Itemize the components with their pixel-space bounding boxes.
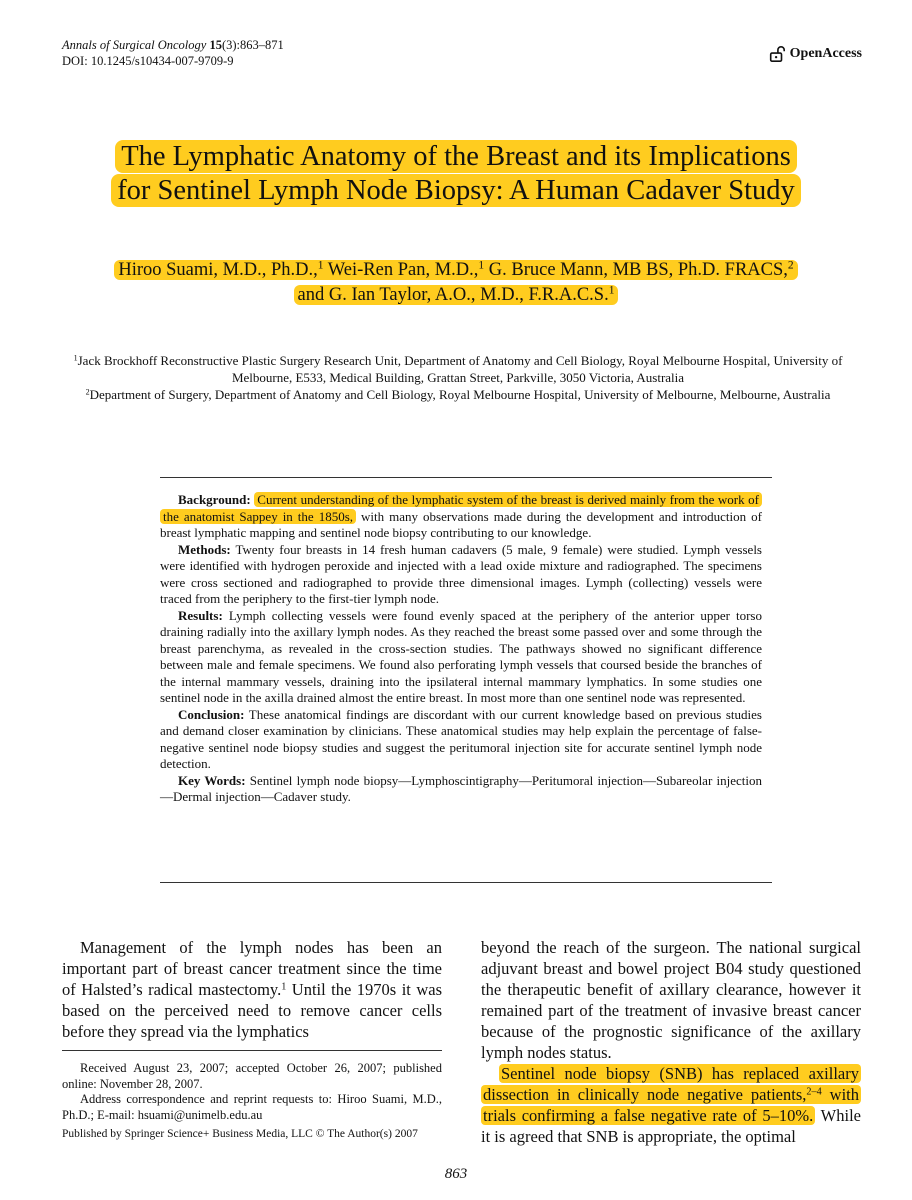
body-column-left [62,937,442,1042]
abstract-background [160,492,762,542]
background-text: with many observations made during the development and introduction of breast lymphatic mapping and sentinel node biopsy contributing to our knowledge. [160,508,762,540]
open-lock-icon [768,45,786,63]
footnotes [62,1061,442,1143]
keywords-label: Key Words: [178,772,246,788]
conclusion-text: These anatomical findings are discordant with our current knowledge based on previous studies and demand closer examination by clinicians. These anatomical studies may help explain the percentage of false-negative sentinel node biopsy studies and suggest the peritumoral injection site for accurate sentinel lymph node detection. [160,706,762,771]
abstract-methods [160,542,762,608]
title-line-2: for Sentinel Lymph Node Biopsy: A Human Cadaver Study [111,174,801,207]
body-text: While it is agreed that SNB is appropriate, the optimal [481,1106,861,1146]
affiliation-2-marker: 2 [85,387,90,397]
body-column-right [481,937,861,1147]
affiliation-2: Department of Surgery, Department of Anatomy and Cell Biology, Royal Melbourne Hospital, University of Melbourne, Melbourne, Australia [89,387,831,402]
affiliation-1-marker: 1 [73,353,78,363]
author-4-affil: 1 [608,284,615,297]
methods-label: Methods: [178,541,231,557]
abstract-top-rule [160,477,772,478]
journal-volume: 15 [209,38,222,52]
affiliations [62,352,854,403]
body-text: Management of the lymph nodes has been an important part of breast cancer treatment since the time of Halsted’s radical mastectomy. [62,938,442,999]
title-line-1: The Lymphatic Anatomy of the Breast and its Implications [115,140,797,173]
highlighted-text: with trials confirming a false negative rate of 5–10%. [483,1085,859,1125]
highlighted-text: Sentinel node biopsy (SNB) has replaced axillary dissection in clinically node negative patients, [483,1064,859,1104]
body-text: Until the 1970s it was based on the perceived need to remove cancer cells before they spread via the lymphatics [62,980,442,1041]
author-list [30,258,882,308]
abstract-keywords [160,773,762,806]
received-note: Received August 23, 2007; accepted October 26, 2007; published online: November 28, 2007. [62,1061,442,1091]
methods-text: Twenty four breasts in 14 fresh human cadavers (5 male, 9 female) were studied. Lymph vessels were identified with hydrogen peroxide and injected with a lead oxide mixture and radiographed. The specimens were cross sectioned and radiographed to provide three dimensional images. Lymph (collecting) vessels were traced from the periphery to the first-tier lymph node. [160,541,762,606]
body-paragraph [481,937,861,1063]
author-2: Wei-Ren Pan, M.D., [323,260,479,280]
abstract-bottom-rule [160,882,772,883]
results-label: Results: [178,607,223,623]
author-3: G. Bruce Mann, MB BS, Ph.D. FRACS, [484,260,788,280]
author-3-affil: 2 [787,259,794,272]
affiliation-1: Jack Brockhoff Reconstructive Plastic Surgery Research Unit, Department of Anatomy and Cell Biology, Royal Melbourne Hospital, University of Melbourne, E533, Medical Building, Grattan Street, Parkville, 3050 Victoria, Australia [77,353,843,385]
publisher-note: Published by Springer Science+ Business Media, LLC © The Author(s) 2007 [62,1128,418,1140]
body-paragraph [62,937,442,1042]
footnote-rule [62,1050,442,1051]
body-paragraph [481,1063,861,1147]
conclusion-label: Conclusion: [178,706,245,722]
journal-header [62,37,284,69]
correspondence-note: Address correspondence and reprint requests to: Hiroo Suami, M.D., Ph.D.; E-mail: hsuami@unimelb.edu.au [62,1092,442,1122]
paper-title [40,140,872,208]
open-access-badge [768,45,862,63]
body-text: beyond the reach of the surgeon. The national surgical adjuvant breast and bowel project B04 study questioned the therapeutic benefit of axillary clearance, however it remained part of the treatment of invasive breast cancer because of the prognostic significance of the axillary lymph nodes status. [481,938,861,1062]
citation: 1 [281,981,287,993]
open-access-label: OpenAccess [789,46,862,61]
journal-name: Annals of Surgical Oncology [62,38,207,52]
abstract-conclusion [160,707,762,773]
doi: DOI: 10.1245/s10434-007-9709-9 [62,54,234,68]
author-2-affil: 1 [478,259,485,272]
author-1: Hiroo Suami, M.D., Ph.D., [118,260,318,280]
abstract [160,492,762,806]
background-label: Background: [178,492,251,507]
author-1-affil: 1 [317,259,324,272]
results-text: Lymph collecting vessels were found evenly spaced at the periphery of the anterior upper torso draining radially into the axillary lymph nodes. As they reached the breast some passed over and some through the breast parenchyma, as revealed in the cross-section studies. The pathways showed no significant difference between male and female specimens. We found also perforating lymph vessels that coursed beside the branches of the internal mammary vessels, draining into the ipsilateral internal mammary lymphatics. In some studies one sentinel node in the axilla drained almost the entire breast. In most more than one sentinel node was represented. [160,607,762,705]
citation: 2–4 [806,1086,822,1098]
background-highlight: Current understanding of the lymphatic system of the breast is derived mainly from the work of the anatomist Sappey in the 1850s, [160,492,762,524]
journal-issue-pages: (3):863–871 [221,38,284,52]
keywords-text: Sentinel lymph node biopsy—Lymphoscintigraphy—Peritumoral injection—Subareolar injection—Dermal injection—Cadaver study. [160,772,762,804]
page-number: 863 [444,1166,468,1182]
author-4: and G. Ian Taylor, A.O., M.D., F.R.A.C.S. [297,285,609,305]
abstract-results [160,608,762,707]
